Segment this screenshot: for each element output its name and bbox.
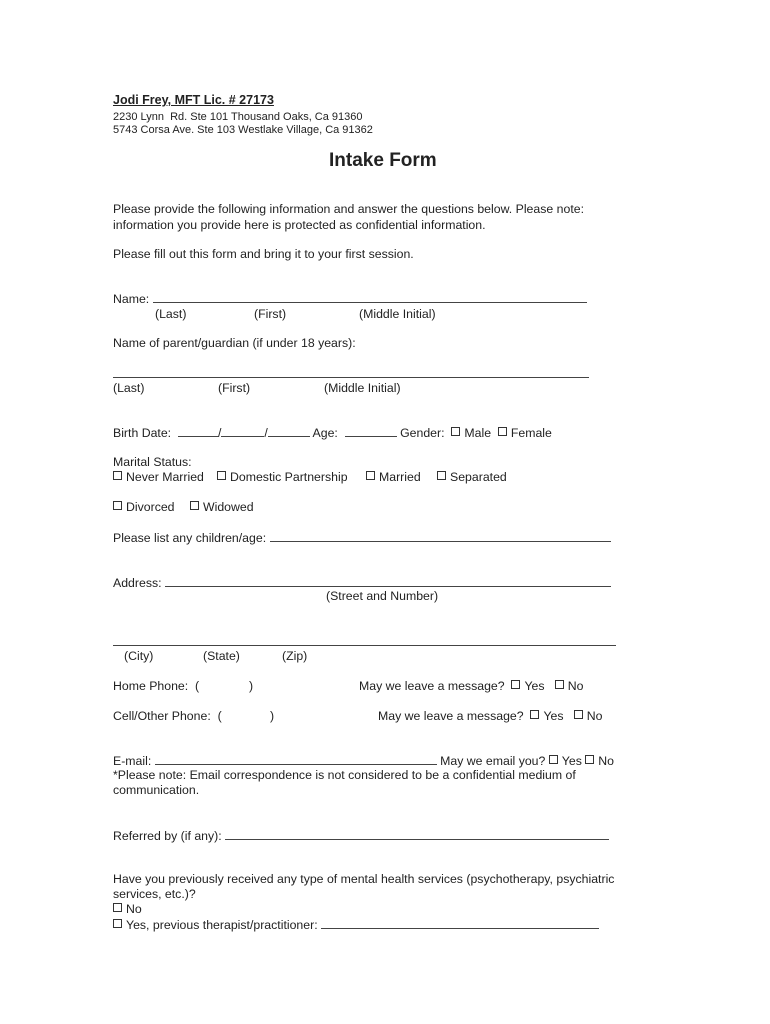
city-row — [113, 634, 616, 650]
birth-sep-1: / — [217, 426, 222, 440]
address-sub-street: (Street and Number) — [326, 589, 439, 603]
guardian-row — [113, 366, 589, 382]
address-line-1: 2230 Lynn Rd. Ste 101 Thousand Oaks, Ca 91360 — [113, 111, 363, 123]
intro-line-1: Please provide the following information and answer the questions below. Please note: — [113, 202, 584, 216]
female-label: Female — [510, 426, 552, 440]
referred-row — [113, 828, 609, 844]
never-married-checkbox[interactable] — [113, 471, 122, 480]
email-no-checkbox[interactable] — [585, 755, 594, 764]
intro-line-2: information you provide here is protected as confidential information. — [113, 218, 486, 232]
email-yes-checkbox[interactable] — [549, 755, 558, 764]
gender-label: Gender: — [400, 426, 445, 440]
birth-sep-2: / — [264, 426, 268, 440]
birth-day-line[interactable] — [221, 425, 264, 437]
name-sub-middle: (Middle Initial) — [359, 307, 436, 321]
female-checkbox[interactable] — [498, 427, 507, 436]
previous-therapist-line[interactable] — [321, 917, 599, 929]
home-msg-yes-label: Yes — [524, 679, 545, 693]
address-input-line[interactable] — [165, 575, 611, 587]
city-state-zip-line[interactable] — [113, 634, 616, 646]
children-input-line[interactable] — [270, 530, 611, 542]
previous-yes-row — [113, 917, 599, 933]
address-label: Address: — [113, 576, 162, 590]
divorced-label: Divorced — [126, 500, 175, 514]
widowed-label: Widowed — [203, 500, 254, 514]
home-msg-yes-checkbox[interactable] — [511, 680, 520, 689]
email-note-1: *Please note: Email correspondence is not considered to be a confidential medium of — [113, 768, 576, 782]
practitioner-name: Jodi Frey, MFT Lic. # 27173 — [113, 93, 274, 107]
form-title: Intake Form — [329, 150, 437, 171]
guardian-sub-middle: (Middle Initial) — [324, 381, 401, 395]
cell-phone-close: ) — [270, 709, 275, 723]
marital-married — [366, 470, 421, 485]
name-sub-last: (Last) — [155, 307, 187, 321]
address-line-2: 5743 Corsa Ave. Ste 103 Westlake Village, Ca 91362 — [113, 124, 373, 136]
previous-no-row — [113, 902, 142, 917]
previous-yes-label: Yes, previous therapist/practitioner: — [126, 918, 318, 932]
male-label: Male — [464, 426, 492, 440]
email-note-2: communication. — [113, 783, 200, 797]
address-sub-city: (City) — [124, 649, 154, 663]
home-phone-label: Home Phone: ( — [113, 679, 200, 693]
email-no-label: No — [598, 754, 615, 768]
previous-yes-checkbox[interactable] — [113, 919, 122, 928]
married-checkbox[interactable] — [366, 471, 375, 480]
widowed-checkbox[interactable] — [190, 501, 199, 510]
age-input-line[interactable] — [345, 425, 397, 437]
marital-separated — [437, 470, 507, 485]
home-msg-row — [359, 679, 583, 694]
cell-msg-question: May we leave a message? — [378, 709, 524, 723]
birth-row — [113, 425, 552, 441]
cell-msg-yes-checkbox[interactable] — [530, 710, 539, 719]
domestic-label: Domestic Partnership — [230, 470, 348, 484]
birth-label: Birth Date: — [113, 426, 172, 440]
cell-phone-label: Cell/Other Phone: ( — [113, 709, 222, 723]
male-checkbox[interactable] — [451, 427, 460, 436]
previous-line-1: Have you previously received any type of mental health services (psychotherapy, psychiatric — [113, 872, 615, 886]
children-row — [113, 530, 611, 546]
intro-line-3: Please fill out this form and bring it to your first session. — [113, 247, 414, 261]
marital-label: Marital Status: — [113, 455, 192, 469]
marital-divorced — [113, 500, 175, 515]
email-input-line[interactable] — [155, 753, 437, 765]
home-msg-question: May we leave a message? — [359, 679, 505, 693]
marital-domestic — [217, 470, 348, 485]
name-input-line[interactable] — [153, 291, 587, 303]
cell-msg-no-label: No — [586, 709, 603, 723]
address-sub-zip: (Zip) — [282, 649, 308, 663]
home-msg-no-checkbox[interactable] — [555, 680, 564, 689]
age-label: Age: — [312, 426, 338, 440]
never-married-label: Never Married — [126, 470, 204, 484]
referred-label: Referred by (if any): — [113, 829, 222, 843]
name-label: Name: — [113, 292, 150, 306]
address-sub-state: (State) — [203, 649, 240, 663]
marital-never — [113, 470, 204, 485]
separated-label: Separated — [450, 470, 507, 484]
guardian-input-line[interactable] — [113, 366, 589, 378]
name-row — [113, 291, 587, 307]
home-msg-no-label: No — [567, 679, 584, 693]
previous-line-2: services, etc.)? — [113, 887, 196, 901]
cell-msg-yes-label: Yes — [543, 709, 564, 723]
divorced-checkbox[interactable] — [113, 501, 122, 510]
domestic-checkbox[interactable] — [217, 471, 226, 480]
home-phone-close: ) — [249, 679, 254, 693]
guardian-sub-last: (Last) — [113, 381, 145, 395]
email-row — [113, 753, 614, 769]
name-sub-first: (First) — [254, 307, 287, 321]
cell-msg-no-checkbox[interactable] — [574, 710, 583, 719]
referred-input-line[interactable] — [225, 828, 609, 840]
married-label: Married — [379, 470, 421, 484]
previous-no-label: No — [126, 902, 142, 916]
guardian-label: Name of parent/guardian (if under 18 years): — [113, 336, 356, 350]
marital-widowed — [190, 500, 254, 515]
previous-no-checkbox[interactable] — [113, 903, 122, 912]
email-question: May we email you? — [440, 754, 546, 768]
birth-year-line[interactable] — [268, 425, 310, 437]
separated-checkbox[interactable] — [437, 471, 446, 480]
birth-month-line[interactable] — [178, 425, 218, 437]
children-label: Please list any children/age: — [113, 531, 267, 545]
guardian-sub-first: (First) — [218, 381, 251, 395]
email-yes-label: Yes — [561, 754, 582, 768]
email-label: E-mail: — [113, 754, 152, 768]
cell-msg-row — [378, 709, 602, 724]
